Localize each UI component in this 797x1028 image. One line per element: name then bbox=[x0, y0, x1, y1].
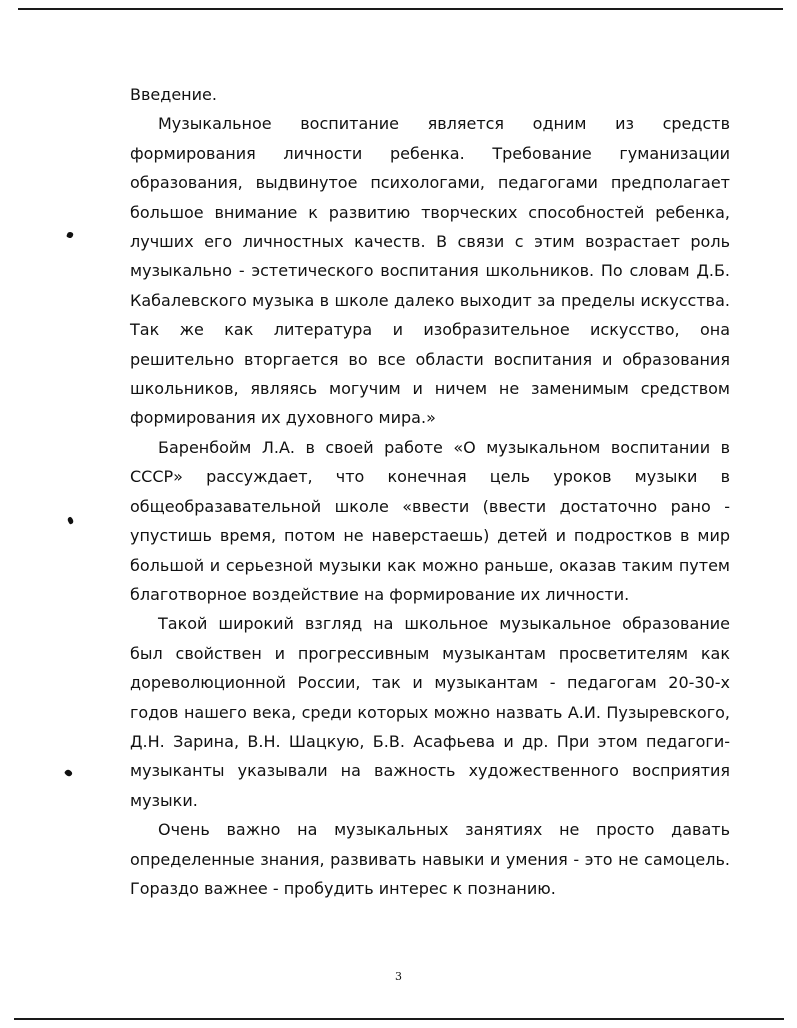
paragraph: Баренбойм Л.А. в своей работе «О музыкальном воспитании в СССР» рассуждает, что конечная цель уроков музыки в общеобразавательной школе «ввести (ввести достаточно рано - упустишь время, потом не наверстаешь) детей и подростков в мир большой и серьезной музыки как можно раньше, оказав таким путем благотворное воздействие на формирование их личности. bbox=[130, 437, 730, 604]
bottom-border-line bbox=[14, 1018, 784, 1020]
scan-speck-mark bbox=[67, 516, 75, 525]
paragraph: Музыкальное воспитание является одним из средств формирования личности ребенка. Требование гуманизации образования, выдвинутое психологами, педагогами предполагает большое внимание к развитию творческих способностей ребенка, лучших его личностных качеств. В связи с этим возрастает роль музыкально - эстетического воспитания школьников. По словам Д.Б. Кабалевского музыка в школе далеко выходит за пределы искусства. Так же как литература и изобразительное искусство, она решительно вторгается во все области воспитания и образования школьников, являясь могучим и ничем не заменимым средством формирования их духовного мира.» bbox=[130, 114, 730, 428]
scan-speck-mark bbox=[66, 231, 74, 239]
paragraph: Такой широкий взгляд на школьное музыкальное образование был свойствен и прогрессивным музыкантам просветителям как дореволюционной России, так и музыкантам - педагогам 20-30-х годов нашего века, среди которых можно назвать А.И. Пузыревского, Д.Н. Зарина, В.Н. Шацкую, Б.В. Асафьева и др. При этом педагоги-музыканты указывали на важность художественного восприятия музыки. bbox=[130, 614, 730, 810]
scan-speck-mark bbox=[64, 768, 73, 777]
paragraph: Очень важно на музыкальных занятиях не просто давать определенные знания, развивать навыки и умения - это не самоцель. Гораздо важнее - пробудить интерес к познанию. bbox=[130, 820, 730, 898]
section-heading: Введение. bbox=[130, 85, 217, 104]
top-border-line bbox=[18, 8, 783, 10]
page-number: 3 bbox=[395, 970, 402, 983]
document-body bbox=[130, 80, 730, 903]
